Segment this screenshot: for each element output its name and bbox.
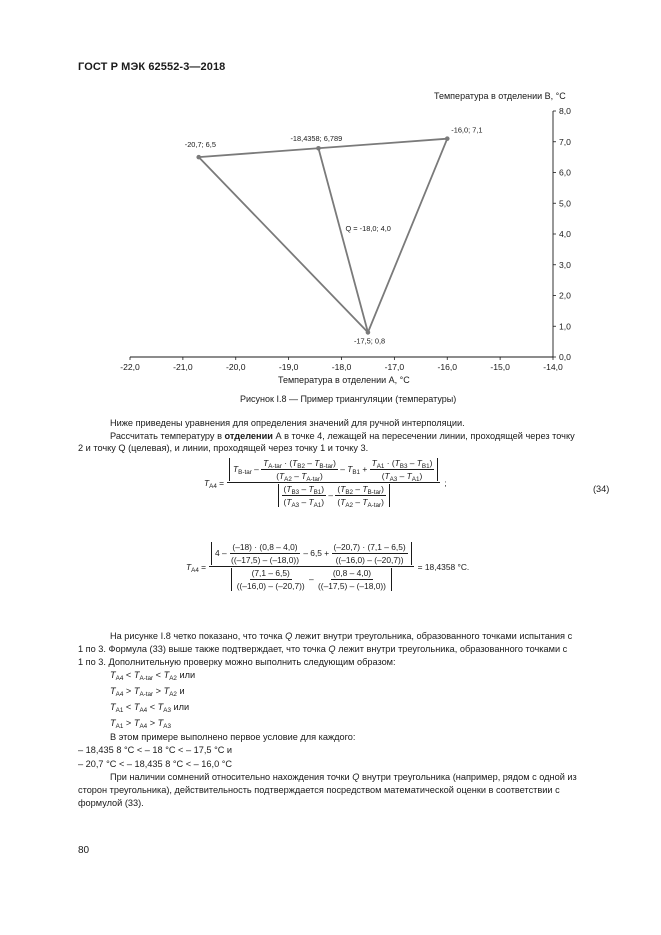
document-header: ГОСТ Р МЭК 62552-3—2018 — [78, 61, 226, 73]
equation-34: $T_{A4}$ = $T_{B-tar}$ – $\frac{T_{A-tar} \cdot (T_{B2} - T_{B-tar})}{(T_{A2} - T_{A-tar})}$ – $T_{B1}$ + $\frac{T_{A1} \cdot (T_{B3} - T_{B1})}{(T_{A3} - T_{A1})}$ $\frac{(T_{B3} - T_{B1})}{(T_{A3} - T_{A1})}$ – $\frac{(T_{B2} - T_{B-tar})}{(T_{A2} - T_{A-tar})}$ ; — [204, 458, 447, 510]
y-tick-label: 7,0 — [559, 136, 571, 147]
paragraph-inequality-2: – 20,7 °С < – 18,435 8 °С < – 16,0 °С — [78, 759, 233, 769]
data-point-label: -18,4358; 6,789 — [290, 134, 343, 144]
x-tick-label: -21,0 — [173, 362, 193, 372]
paragraph-inequality-1: – 18,435 8 °С < – 18 °С < – 17,5 °С и — [78, 745, 233, 755]
paragraph-check-2: 1 по 3. Формула (33) выше также подтверждает, что точка Q лежит внутри треугольника, образованного точками с — [78, 644, 568, 654]
chart-points — [185, 126, 483, 346]
x-tick-label: -14,0 — [543, 362, 563, 372]
triangulation-chart — [0, 0, 661, 420]
interpolation-line — [318, 148, 367, 332]
equation-34-numeric: $T_{A4}$ = 4 – $\frac{(-18) \cdot (0,8 - 4,0)}{((-17,5) - (-18,0))}$ – 6,5 + $\frac{(-20,7) \cdot (7,1 - 6,5)}{((-16,0) - (-20,7))}$ $\frac{(7,1 - 6,5)}{((-16,0) - (-20,7))}$ – $\frac{(0,8 - 4,0)}{((-17,5) - (-18,0))}$ = 18,4358 °С. — [186, 542, 470, 592]
chart-x-axis-label: Температура в отделении А, °С — [278, 375, 410, 385]
data-point-marker — [366, 330, 371, 335]
x-tick-label: -16,0 — [437, 362, 458, 372]
paragraph-task-cont: 2 и точку Q (целевая), и линии, проходящей через точку 1 и точку 3. — [78, 443, 369, 453]
y-tick-label: 3,0 — [559, 259, 571, 270]
x-tick-label: -20,0 — [225, 362, 246, 372]
data-point-label: -17,5; 0,8 — [353, 336, 386, 346]
chart-y-axis-label: Температура в отделении В, °С — [434, 91, 566, 101]
page-number: 80 — [78, 845, 90, 856]
paragraph-first-condition: В этом примере выполнено первое условие для каждого: — [110, 732, 356, 742]
x-tick-label: -19,0 — [278, 362, 299, 372]
equation-number: (34) — [593, 484, 610, 494]
condition-4: $T_{A1} > T_{A4} > T_{A3}$ — [110, 718, 171, 730]
paragraph-doubt-2: сторон треугольника), действительность подтверждается посредством математической оценки в соответствии с — [78, 785, 560, 795]
chart-lines — [199, 139, 448, 333]
y-tick-label: 2,0 — [559, 290, 571, 301]
paragraph-check-1: На рисунке I.8 четко показано, что точка Q лежит внутри треугольника, образованного точками испытания с — [110, 631, 573, 641]
data-point-marker — [196, 155, 201, 160]
paragraph-doubt-1: При наличии сомнений относительно нахождения точки Q внутри треугольника (например, рядом с одной из — [110, 772, 577, 782]
y-tick-label: 1,0 — [559, 321, 571, 332]
condition-3: $T_{A1} < T_{A4} < T_{A3}$ или — [110, 702, 190, 714]
x-tick-label: -15,0 — [490, 362, 510, 372]
x-tick-label: -17,0 — [384, 362, 405, 372]
data-point-label: -20,7; 6,5 — [184, 140, 216, 150]
paragraph-task: Рассчитать температуру в отделении А в точке 4, лежащей на пересечении линии, проходящей через точку — [110, 431, 575, 441]
paragraph-intro: Ниже приведены уравнения для определения значений для ручной интерполяции. — [110, 418, 465, 428]
y-tick-label: 5,0 — [559, 198, 571, 209]
y-tick-label: 4,0 — [559, 229, 571, 239]
condition-1: $T_{A4} < T_{A-tar} < T_{A2}$ или — [110, 670, 196, 682]
x-tick-label: -18,0 — [331, 362, 352, 372]
target-point-label: Q = -18,0; 4,0 — [345, 224, 391, 233]
y-tick-label: 6,0 — [559, 167, 571, 178]
condition-2: $T_{A4} > T_{A-tar} > T_{A2}$ и — [110, 686, 185, 698]
paragraph-check-3: 1 по 3. Дополнительную проверку можно выполнить следующим образом: — [78, 657, 396, 667]
x-tick-label: -22,0 — [120, 362, 140, 372]
data-point-marker — [445, 136, 450, 141]
data-point-label: -16,0; 7,1 — [451, 125, 483, 135]
data-point-marker — [316, 146, 321, 151]
y-tick-label: 0,0 — [559, 352, 571, 362]
y-tick-label: 8,0 — [559, 106, 571, 116]
figure-caption: Рисунок I.8 — Пример триангуляции (температуры) — [240, 394, 457, 404]
paragraph-doubt-3: формулой (33). — [78, 798, 144, 808]
